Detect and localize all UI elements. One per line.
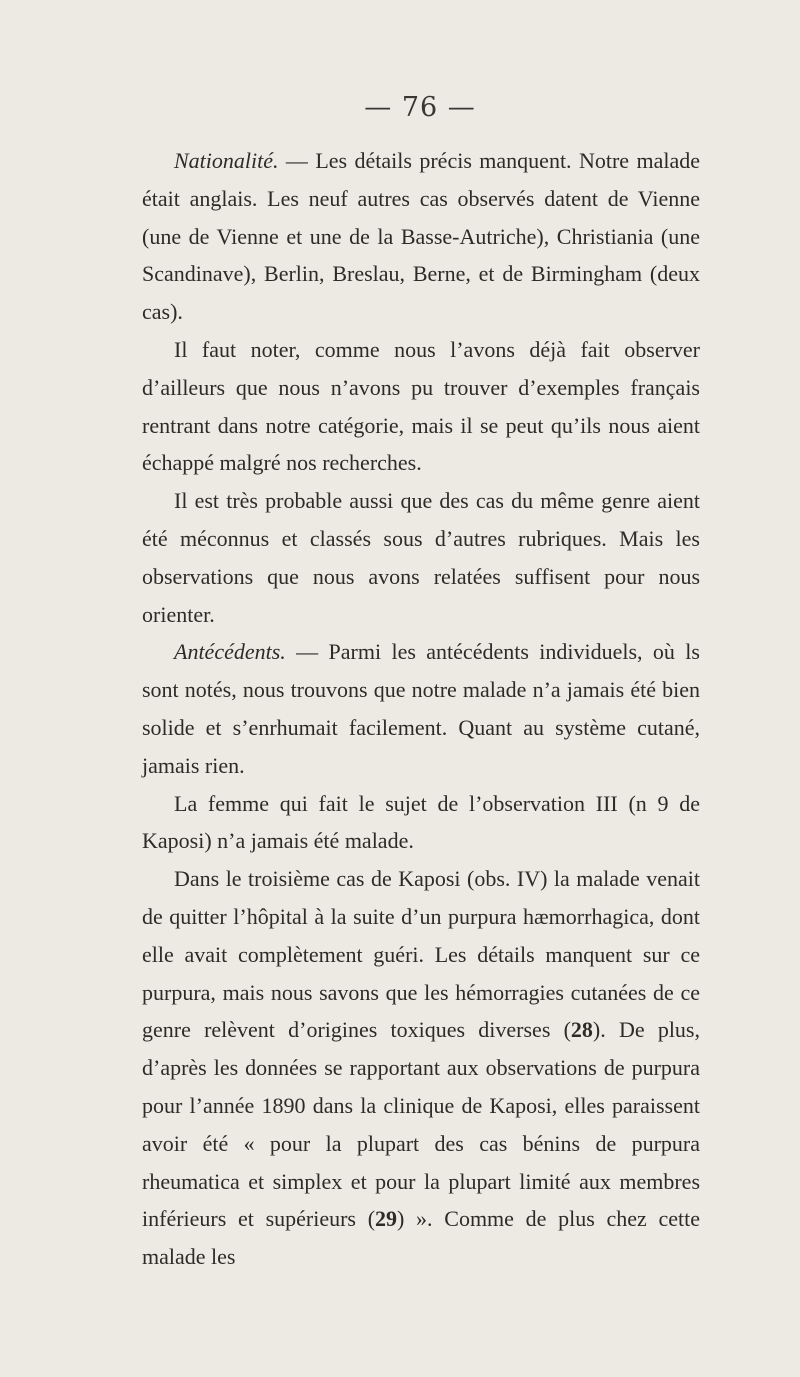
paragraph-text: Il est très probable aussi que des cas du même genre aient été méconnus et classés sous d’autres rubriques. Mais les observations que nous avons relatées suffisent pour nous orienter. <box>142 488 700 627</box>
paragraph-text: La femme qui fait le sujet de l’observation III (n 9 de Kaposi) n’a jamais été malade. <box>142 790 700 854</box>
body-text <box>142 142 700 1276</box>
paragraph <box>142 331 700 482</box>
paragraph-text: ) ». Comme de plus chez cette malade les <box>142 1206 700 1270</box>
paragraph-text: Il faut noter, comme nous l’avons déjà fait observer d’ailleurs que nous n’avons pu trouver d’exemples français rentrant dans notre catégorie, mais il se peut qu’ils nous aient échappé malgré nos recherches. <box>142 336 700 476</box>
section-heading-antecedents: Antécédents. <box>174 639 286 665</box>
paragraph <box>142 860 700 1276</box>
page-number: — 76 — <box>364 92 476 123</box>
paragraph <box>142 785 700 861</box>
paragraph-text: — Les détails précis manquent. Notre malade était anglais. Les neuf autres cas observés datent de Vienne (une de Vienne et une de la Basse-Autriche), Christiania (une Scandinave), Berlin, Breslau, Berne, et de Birmingham (deux cas). <box>142 148 700 325</box>
paragraph <box>142 482 700 633</box>
reference-number: 29 <box>375 1206 398 1232</box>
paragraph-text: Dans le troisième cas de Kaposi (obs. IV) la malade venait de quitter l’hôpital à la suite d’un purpura hæmorrhagica, dont elle avait complètement guéri. Les détails manquent sur ce purpura, mais nous savons que les hémorragies cutanées de ce genre relèvent d’origines toxiques diverses ( <box>142 866 700 1043</box>
paragraph-text: — Parmi les antécédents individuels, où ls sont notés, nous trouvons que notre malade n’a jamais été bien solide et s’enrhumait facilement. Quant au système cutané, jamais rien. <box>142 639 700 778</box>
reference-number: 28 <box>570 1017 593 1043</box>
paragraph-antecedents <box>142 633 700 784</box>
paragraph-text: ). De plus, d’après les données se rapportant aux observations de purpura pour l’année 1890 dans la clinique de Kaposi, elles paraissent avoir été « pour la plupart des cas bénins de purpura rheumatica et simplex et pour la plupart limité aux membres inférieurs et supérieurs ( <box>142 1017 700 1232</box>
section-heading-nationalite: Nationalité. <box>174 148 279 173</box>
paragraph-nationalite <box>142 142 700 331</box>
